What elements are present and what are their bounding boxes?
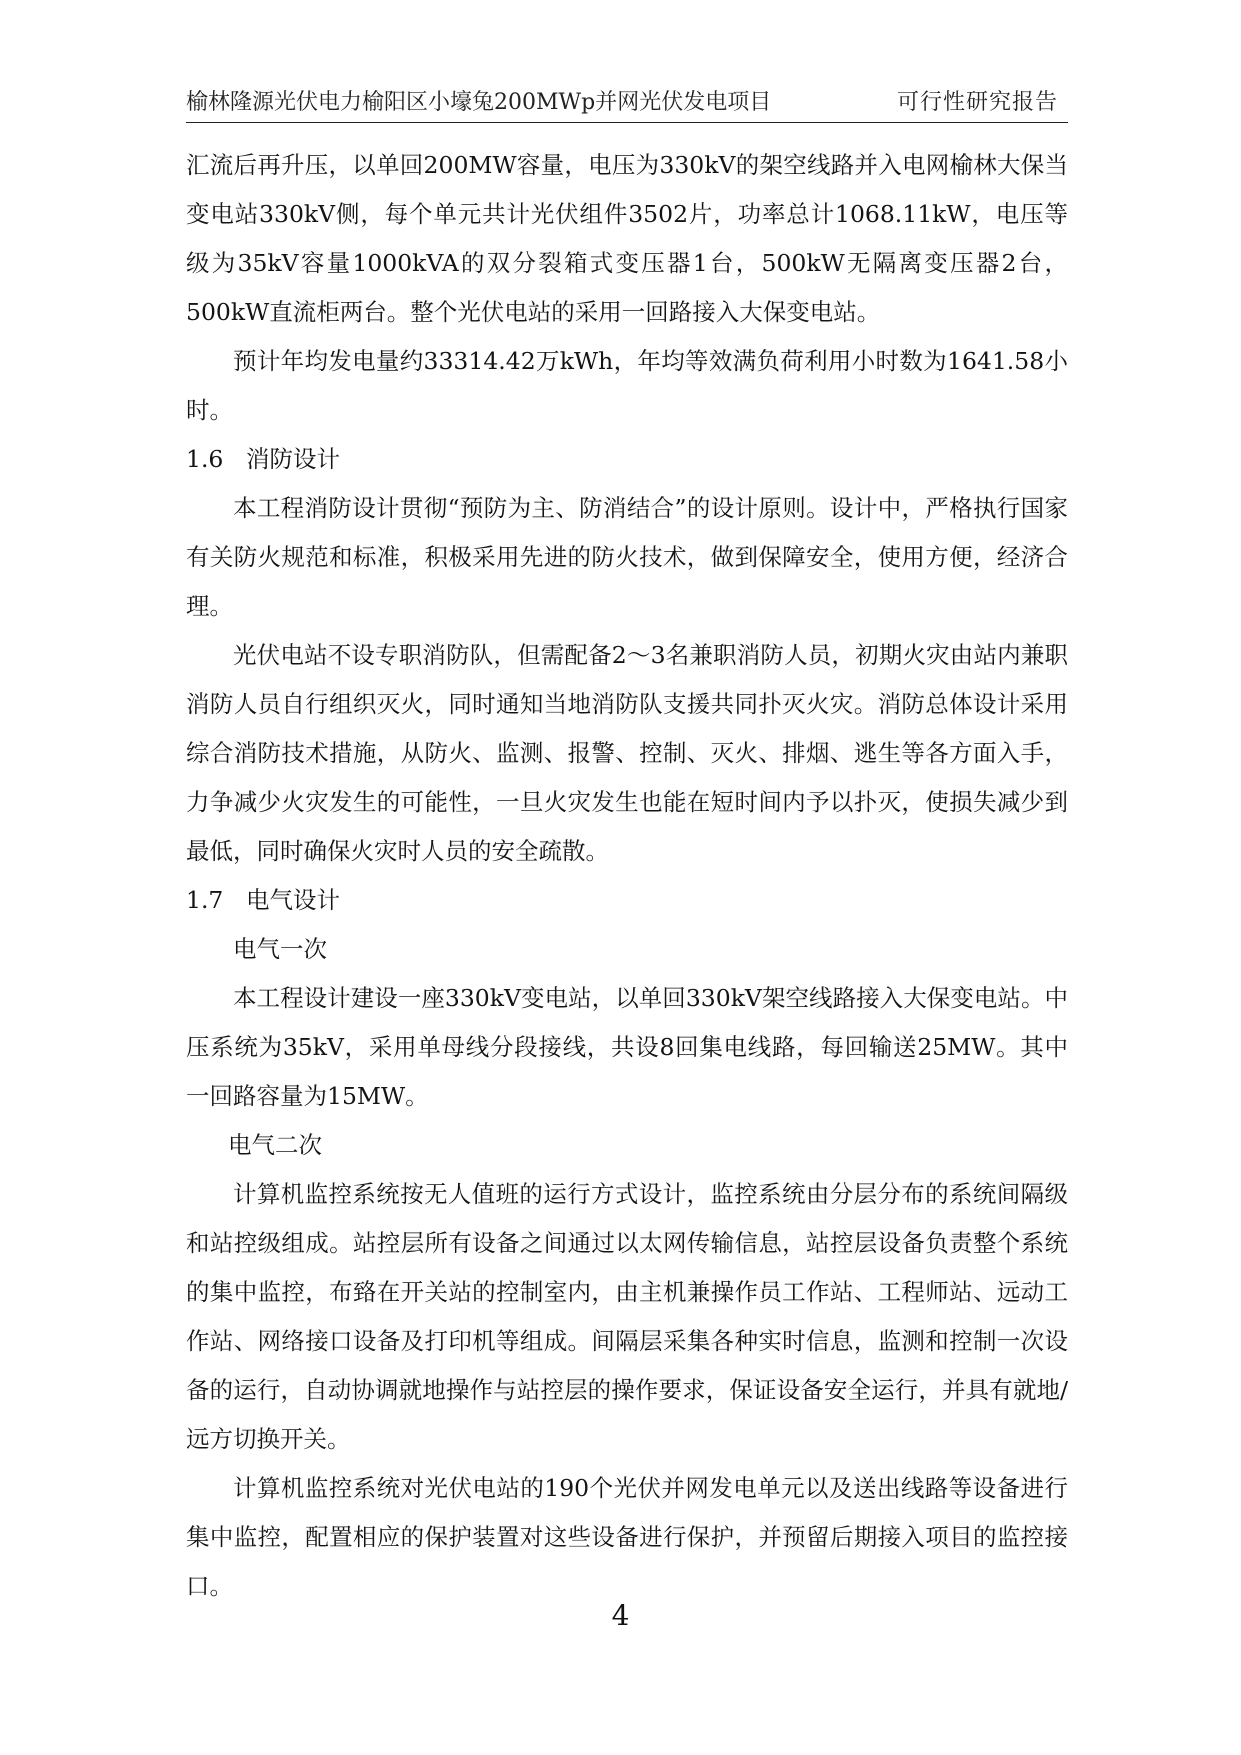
page-number: 4 xyxy=(611,1599,630,1632)
section-title: 电气设计 xyxy=(246,886,340,914)
paragraph-substation: 本工程设计建设一座330kV变电站，以单回330kV架空线路接入大保变电站。中压系统为35kV，采用单母线分段接线，共设8回集电线路，每回输送25MW。其中一回路容量为15MW。 xyxy=(186,984,1068,1110)
page-header xyxy=(186,86,1068,123)
section-number: 1.7 xyxy=(186,886,224,914)
paragraph-grid-connection: 汇流后再升压，以单回200MW容量，电压为330kV的架空线路并入电网榆林大保当变电站330kV侧，每个单元共计光伏组件3502片，功率总计1068.11kW，电压等级为35kV容量1000kVA的双分裂箱式变压器1台，500kW无隔离变压器2台，500kW直流柜两台。整个光伏电站的采用一回路接入大保变电站。 xyxy=(186,151,1068,326)
header-project-title: 榆林隆源光伏电力榆阳区小壕兔200MWp并网光伏发电项目 xyxy=(186,90,772,115)
paragraph-fire-principle: 本工程消防设计贯彻“预防为主、防消结合”的设计原则。设计中，严格执行国家有关防火规范和标准，积极采用先进的防火技术，做到保障安全，使用方便，经济合理。 xyxy=(186,494,1068,620)
page-body xyxy=(186,141,1068,1611)
paragraph-monitoring-system: 计算机监控系统按无人值班的运行方式设计，监控系统由分层分布的系统间隔级和站控级组成。站控层所有设备之间通过以太网传输信息，站控层设备负责整个系统的集中监控，布臵在开关站的控制室内，由主机兼操作员工作站、工程师站、远动工作站、网络接口设备及打印机等组成。间隔层采集各种实时信息，监测和控制一次设备的运行，自动协调就地操作与站控层的操作要求，保证设备安全运行，并具有就地/远方切换开关。 xyxy=(186,1180,1068,1453)
section-number: 1.6 xyxy=(186,445,224,473)
subheading-secondary-electrical: 电气二次 xyxy=(228,1131,322,1159)
section-heading-fire-design xyxy=(186,435,1068,484)
header-report-type: 可行性研究报告 xyxy=(896,90,1058,115)
paragraph-annual-generation: 预计年均发电量约33314.42万kWh，年均等效满负荷利用小时数为1641.58小时。 xyxy=(186,347,1068,424)
subheading-primary-electrical: 电气一次 xyxy=(233,935,327,963)
paragraph-fire-staff: 光伏电站不设专职消防队，但需配备2～3名兼职消防人员，初期火灾由站内兼职消防人员自行组织灭火，同时通知当地消防队支援共同扑灭火灾。消防总体设计采用综合消防技术措施，从防火、监测、报警、控制、灭火、排烟、逃生等各方面入手，力争减少火灾发生的可能性，一旦火灾发生也能在短时间内予以扑灭，使损失减少到最低，同时确保火灾时人员的安全疏散。 xyxy=(186,641,1068,865)
paragraph-monitoring-units: 计算机监控系统对光伏电站的190个光伏并网发电单元以及送出线路等设备进行集中监控，配置相应的保护装置对这些设备进行保护，并预留后期接入项目的监控接口。 xyxy=(186,1474,1068,1600)
section-title: 消防设计 xyxy=(246,445,340,473)
section-heading-electrical-design xyxy=(186,876,1068,925)
